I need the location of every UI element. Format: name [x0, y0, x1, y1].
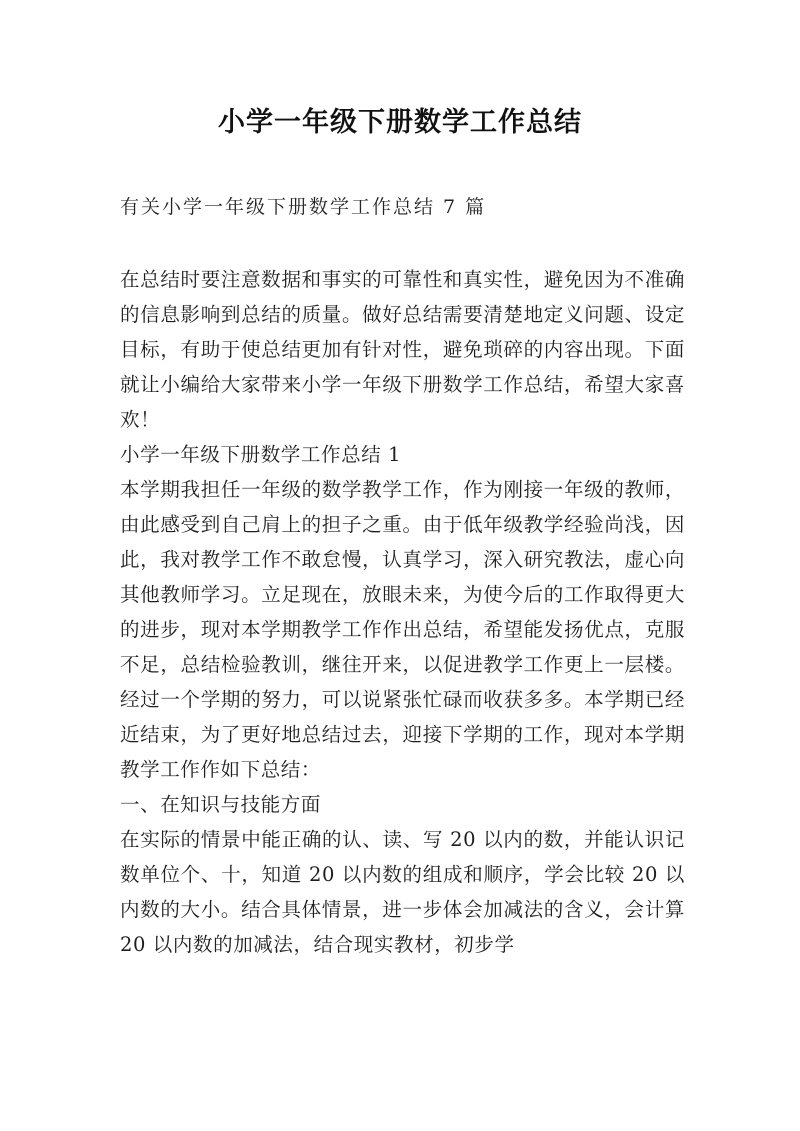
section-paragraph: 本学期我担任一年级的数学教学工作，作为刚接一年级的教师，由此感受到自己肩上的担子之重。由于低年级教学经验尚浅，因此，我对教学工作不敢怠慢，认真学习，深入研究教法，虚心向其他教师学习。立足现在，放眼未来，为使今后的工作取得更大的进步，现对本学期教学工作作出总结，希望能发扬优点，克服不足，总结检验教训，继往开来，以促进教学工作更上一层楼。经过一个学期的努力，可以说紧张忙碌而收获多多。本学期已经近结束，为了更好地总结过去，迎接下学期的工作，现对本学期教学工作作如下总结：: [120, 478, 685, 781]
intro-paragraph: 在总结时要注意数据和事实的可靠性和真实性，避免因为不准确的信息影响到总结的质量。做好总结需要清楚地定义问题、设定目标，有助于使总结更加有针对性，避免琐碎的内容出现。下面就让小编给大家带来小学一年级下册数学工作总结，希望大家喜欢！: [120, 268, 685, 431]
section-heading: 小学一年级下册数学工作总结 1: [120, 443, 402, 466]
subsection-paragraph: 在实际的情景中能正确的认、读、写 20 以内的数，并能认识记数单位个、十，知道 20 以内数的组成和顺序，学会比较 20 以内数的大小。结合具体情景，进一步体会加减法的含义，会计算 20 以内数的加减法，结合现实教材，初步学: [120, 828, 685, 956]
document-body: [120, 262, 685, 962]
subsection-heading: 一、在知识与技能方面: [120, 793, 322, 816]
document-subtitle: 有关小学一年级下册数学工作总结 7 篇: [120, 196, 487, 218]
document-title: 小学一年级下册数学工作总结: [218, 107, 582, 138]
